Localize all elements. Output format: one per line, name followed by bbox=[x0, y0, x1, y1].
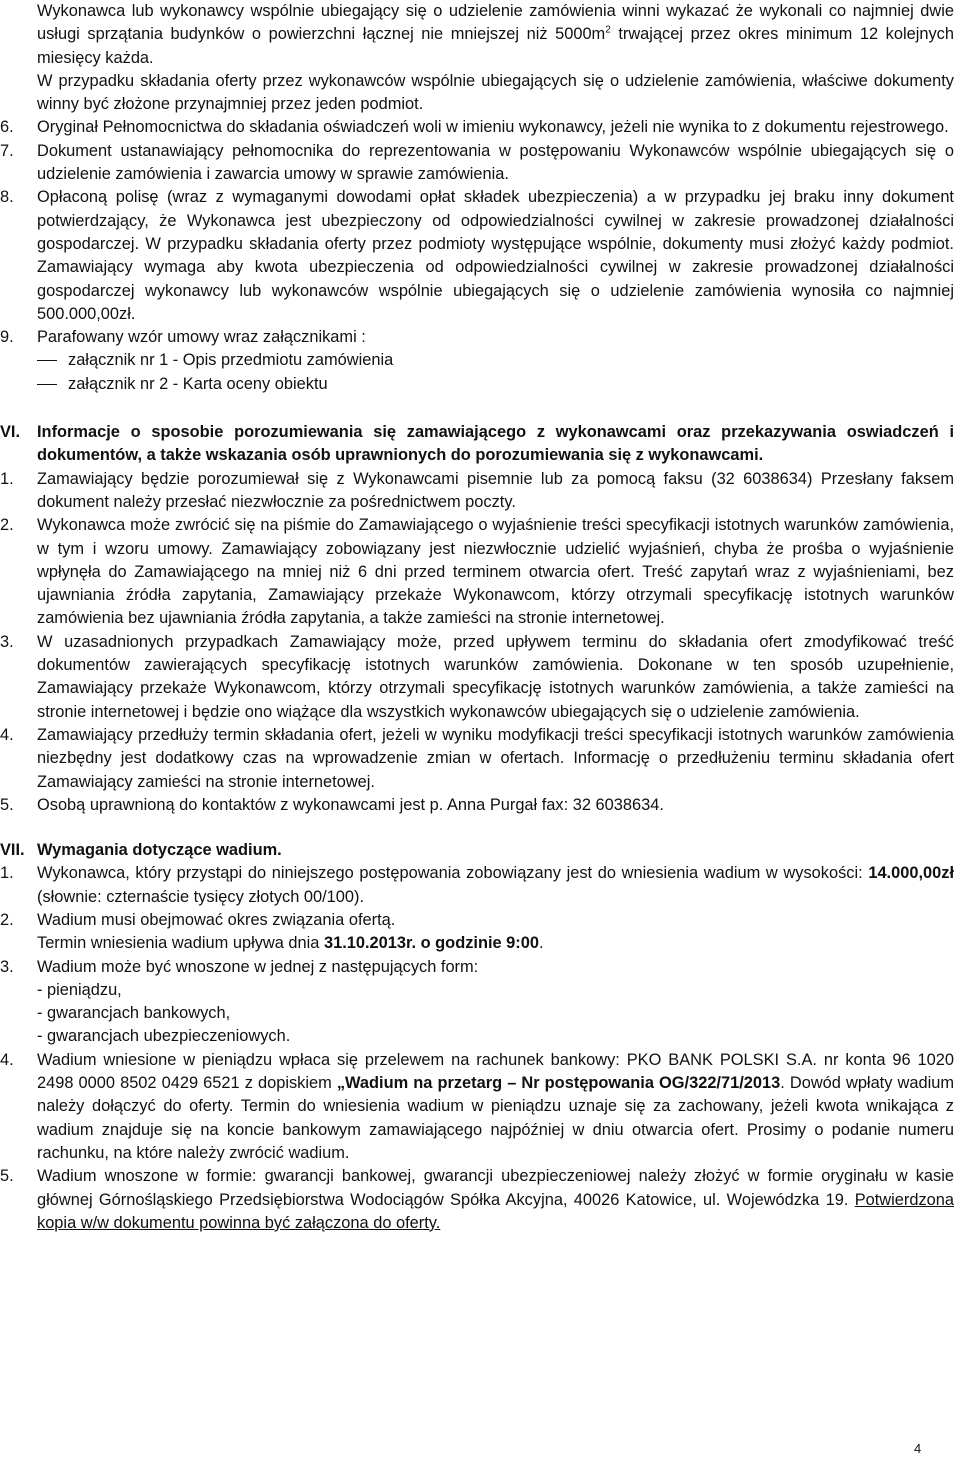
form-option: - pieniądzu, bbox=[37, 980, 122, 999]
list-item: 6. Oryginał Pełnomocnictwa do składania oświadczeń woli w imieniu wykonawcy, jeżeli nie wynika to z dokumentu rejestrowego. bbox=[0, 118, 949, 137]
intro-paragraph-1: Wykonawca lub wykonawcy wspólnie ubiegający się o udzielenie zamówienia winni wykazać że wykonali co najmniej dwie usługi sprzątania budynków o powierzchni łącznej nie mniejszej niż $5000m^2$ trwającej przez okres minimum 12 kolejnych miesięcy każda. bbox=[37, 2, 954, 67]
list-item: 2. Wadium musi obejmować okres związania ofertą. Termin wniesienia wadium upływa dnia 31.10.2013r. o godzinie 9:00. bbox=[0, 910, 544, 953]
list-item: 4. Zamawiający przedłuży termin składania ofert, jeżeli w wyniku modyfikacji treści specyfikacji istotnych warunków zamówienia niezbędny jest dodatkowy czas na wprowadzenie zmian w ofertach. Informację o przedłużeniu terminu składania ofert Zamawiający zamieści na stronie internetowej. bbox=[0, 725, 954, 791]
list-item: 7. Dokument ustanawiający pełnomocnika do reprezentowania w postępowaniu Wykonawców wspólnie ubiegających się o udzielenie zamówienia i zawarcia umowy w sprawie zamówienia. bbox=[0, 141, 954, 184]
list-item: 1. Zamawiający będzie porozumiewał się z Wykonawcami pisemnie lub za pomocą faksu (32 6038634) Przesłany faksem dokument należy przesłać niezwłocznie za pośrednictwem poczty. bbox=[0, 469, 954, 511]
spacer bbox=[37, 817, 954, 839]
page-number: 4 bbox=[914, 1441, 922, 1456]
list-item: 5. Wadium wnoszone w formie: gwarancji bankowej, gwarancji ubezpieczeniowej należy złożyć w formie oryginału w kasie głównej Górnośląskiego Przedsiębiorstwa Wodociągów Spółka Akcyjna, 40026 Katowice, ul. Wojewódzka 19. Potwierdzona kopia w/w dokumentu powinna być załączona do oferty. bbox=[0, 1167, 954, 1232]
form-option: - gwarancjach ubezpieczeniowych. bbox=[37, 1027, 291, 1046]
list-item: 9. Parafowany wzór umowy wraz załącznikami : bbox=[0, 328, 366, 347]
form-option: - gwarancjach bankowych, bbox=[37, 1004, 231, 1023]
spacer bbox=[37, 396, 954, 421]
list-item: 4. Wadium wniesione w pieniądzu wpłaca się przelewem na rachunek bankowy: PKO BANK POLSKI S.A. nr konta 96 1020 2498 0000 8502 0429 6521 z dopiskiem „Wadium na przetarg – Nr postępowania OG/322/71/2013. Dowód wpłaty wadium należy dołączyć do oferty. Termin do wniesienia wadium w pieniądzu uznaje się za zachowany, jeżeli kwota wnikająca z wadium znajduje się na koncie bankowym zamawiającego najpóźniej w dniu otwarcia ofert. Prosimy o podanie numeru rachunku, na które należy zwrócić wadium. bbox=[0, 1050, 954, 1162]
dash-bullet-icon bbox=[37, 360, 57, 361]
section-heading-vi: VI. Informacje o sposobie porozumiewania się zamawiającego z wykonawcami oraz przekazywania oswiadczeń i dokumentów, a także wskazania osób uprawnionych do porozumiewania się z wykonawcami. bbox=[0, 423, 954, 465]
list-item: 8. Opłaconą polisę (wraz z wymaganymi dowodami opłat składek ubezpieczenia) a w przypadku jej braku inny dokument potwierdzający, że Wykonawca jest ubezpieczony od odpowiedzialności cywilnej w zakresie prowadzonej działalności gospodarczej. W przypadku składania oferty przez podmioty występujące wspólnie, dokumenty musi złożyć każdy podmiot. Zamawiający wymaga aby kwota ubezpieczenia od odpowiedzialności cywilnej w zakresie prowadzonej działalności gospodarczej wykonawcy lub wykonawców wspólnie ubiegających się o udzielenie zamówienia wynosiła co najmniej 500.000,00zł. bbox=[0, 188, 954, 323]
attachment-item: załącznik nr 2 - Karta oceny obiektu bbox=[37, 373, 954, 396]
list-item: 1. Wykonawca, który przystąpi do niniejszego postępowania zobowiązany jest do wniesienia wadium w wysokości: 14.000,00zł (słownie: czternaście tysięcy złotych 00/100). bbox=[0, 864, 954, 906]
section-heading-vii: VII. Wymagania dotyczące wadium. bbox=[0, 841, 282, 860]
list-item: 2. Wykonawca może zwrócić się na piśmie do Zamawiającego o wyjaśnienie treści specyfikacji istotnych warunków zamówienia, w tym i wzoru umowy. Zamawiający zobowiązany jest niezwłocznie udzielić wyjaśnień, chyba że prośba o wyjaśnienie wpłynęła do Zamawiającego na mniej niż 6 dni przed terminem otwarcia ofert. Treść zapytań wraz z wyjaśnieniami, bez ujawniania źródła zapytania, Zamawiający przekaże Wykonawcom, którzy otrzymali specyfikację istotnych warunków zamówienia bez ujawniania źródła zapytania, a także zamieści na stronie internetowej. bbox=[0, 516, 954, 628]
list-item: 3. W uzasadnionych przypadkach Zamawiający może, przed upływem terminu do składania ofert zmodyfikować treść dokumentów zawierających specyfikację istotnych warunków zamówienia. Dokonane w ten sposób uzupełnienie, Zamawiający przekaże Wykonawcom, którzy otrzymali specyfikację istotnych warunków zamówienia, a także zamieści na stronie internetowej i będzie ono wiążące dla wszystkich wykonawców ubiegających się o udzielenie zamówienia. bbox=[0, 632, 954, 721]
list-item: 5. Osobą uprawnioną do kontaktów z wykonawcami jest p. Anna Purgał fax: 32 6038634. bbox=[0, 795, 664, 814]
list-item: 3. Wadium może być wnoszone w jednej z następujących form: - pieniądzu, - gwarancjach bankowych, - gwarancjach ubezpieczeniowych. bbox=[0, 957, 479, 1046]
intro-paragraph-2: W przypadku składania oferty przez wykonawców wspólnie ubiegających się o udzielenie zamówienia, właściwe dokumenty winny być złożone przynajmniej przez jeden podmiot. bbox=[37, 71, 954, 114]
dash-bullet-icon bbox=[37, 384, 57, 385]
attachment-item: załącznik nr 1 - Opis przedmiotu zamówienia bbox=[37, 349, 954, 372]
